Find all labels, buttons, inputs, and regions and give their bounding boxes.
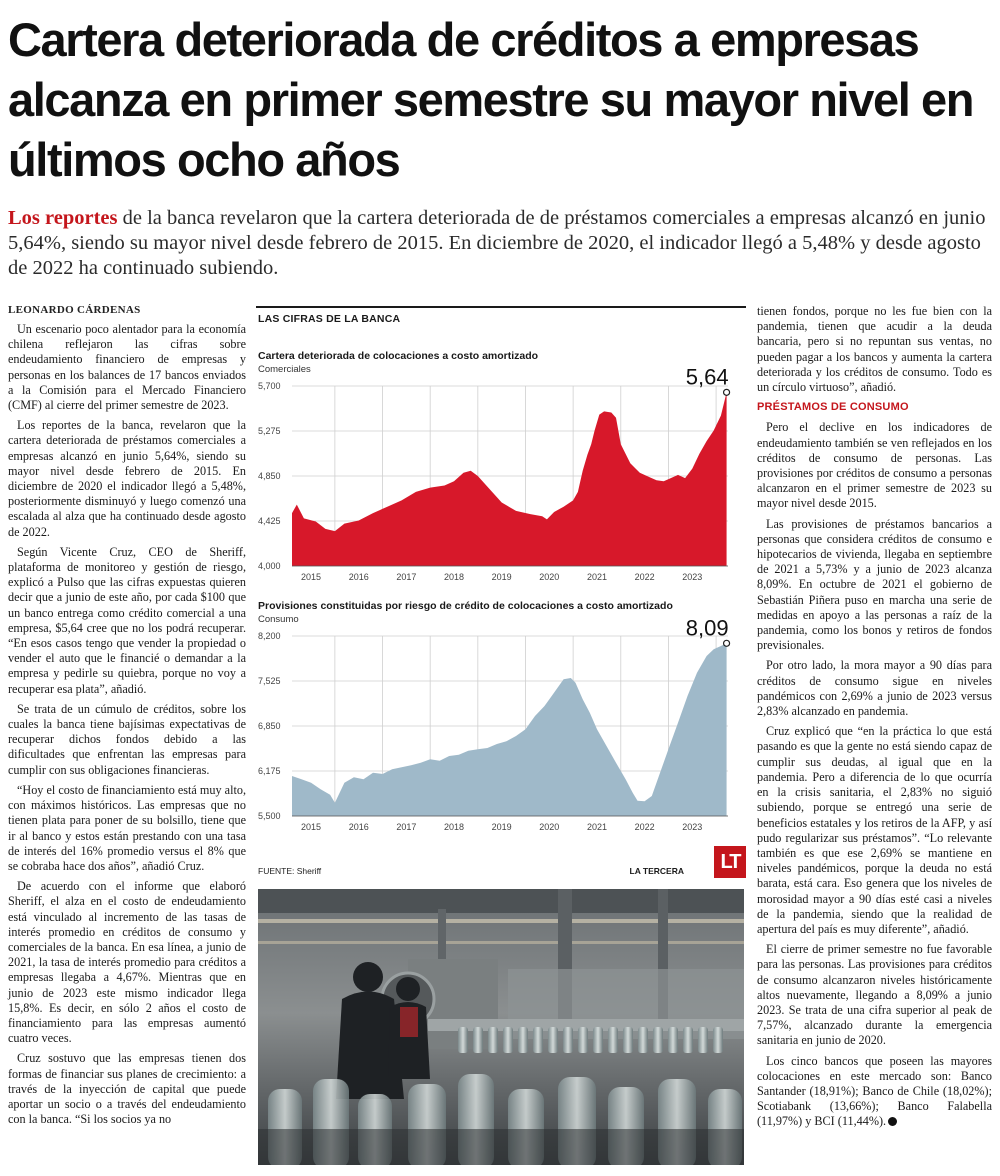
x-tick-label: 2017 — [396, 822, 417, 832]
chart-1-subtitle: Comerciales — [258, 364, 311, 375]
headline: Cartera deteriorada de créditos a empresas alcanza en primer semestre su mayor nivel en últimos ocho años — [8, 13, 974, 186]
x-tick-label: 2022 — [634, 572, 655, 582]
paragraph: El cierre de primer semestre no fue favorable para las personas. Las provisiones para créditos de consumo alcanzaron niveles históricamente altos nuevamente, llegando a 8,09% a junio 2023. Se trata de una cifra superior al peak de 7,57%, alcanzado durante la emergencia sanitaria en junio de 2020. — [757, 942, 992, 1048]
lead-paragraph — [8, 206, 993, 281]
end-value-label: 5,64 — [685, 366, 729, 390]
source-note: FUENTE: Sheriff — [258, 866, 322, 876]
graphic-title: LAS CIFRAS DE LA BANCA — [258, 313, 401, 325]
x-tick-label: 2016 — [348, 572, 369, 582]
section-subhead: PRÉSTAMOS DE CONSUMO — [757, 401, 909, 414]
y-tick-label: 5,275 — [258, 426, 281, 436]
area-series — [292, 392, 727, 566]
x-tick-label: 2018 — [443, 822, 465, 832]
x-tick-label: 2023 — [682, 822, 703, 832]
x-tick-label: 2021 — [586, 822, 607, 832]
y-tick-label: 5,500 — [258, 811, 281, 821]
end-mark-icon — [888, 1117, 897, 1126]
paragraph: Según Vicente Cruz, CEO de Sheriff, plataforma de monitoreo y gestión de riesgo, explicó a Pulso que las cifras expuestas quieren decir que a junio de este año, por cada $100 que un banco entrega como crédito comercial a una empresa, $5,64 cree que no los podrá recuperar. “En esos casos tengo que vender la propiedad o vender el auto que le financié o demandar a la empresa y pedirle su quiebra, porque no voy a recuperar esa plata”, añadió. — [8, 544, 246, 696]
y-tick-label: 6,850 — [258, 721, 281, 731]
end-point-marker — [724, 640, 730, 646]
x-tick-label: 2016 — [348, 822, 369, 832]
y-tick-label: 6,175 — [258, 766, 281, 776]
brand-name: LA TERCERA — [629, 866, 684, 876]
y-tick-label: 5,700 — [258, 381, 281, 391]
paragraph-text: Los cinco bancos que poseen las mayores colocaciones en este mercado son: Banco Santander (18,91%); Banco de Chile (18,02%); Scotiabank (13,66%); Banco Falabella (11,97%) y BCI (11,44%). — [757, 1053, 992, 1129]
x-tick-label: 2019 — [491, 822, 512, 832]
chart-1-title: Cartera deteriorada de colocaciones a costo amortizado — [258, 350, 539, 362]
chart-2-subtitle: Consumo — [258, 614, 299, 625]
x-tick-label: 2022 — [634, 822, 655, 832]
chart-1-commercial — [256, 366, 746, 586]
chart-2-title: Provisiones constituidas por riesgo de crédito de colocaciones a costo amortizado — [258, 600, 673, 612]
x-tick-label: 2015 — [301, 822, 322, 832]
x-tick-label: 2020 — [539, 572, 560, 582]
x-tick-label: 2018 — [443, 572, 465, 582]
paragraph: Un escenario poco alentador para la economía chilena reflejaron las cifras sobre endeudamiento financiero de empresas y personas en los balances de 17 bancos enviados a la Comisión para el Mercado Financiero (CMF) al cierre del primer semestre de 2023. — [8, 322, 246, 413]
x-tick-label: 2017 — [396, 572, 417, 582]
paragraph: tienen fondos, porque no les fue bien con la pandemia, tienen que acudir a la deuda bancaria, pero si no repuntan sus ventas, no pueden pagar a los bancos y aumenta la cartera deteriorada y los créditos de consumo. Todo es un círculo virtuoso”, añadió. — [757, 304, 992, 395]
la-tercera-logo: LT — [714, 846, 746, 878]
factory-photo — [258, 889, 744, 1165]
paragraph: Cruz explicó que “en la práctica lo que está pasando es que la gente no está siendo capaz de cumplir sus deudas, al igual que en la pandemia. Pero a diferencia de lo que ocurría en la crisis sanitaria, el 2,83% no siguió subiendo, porque se entregó una serie de beneficios estatales y los retiros de la AFP, y así pudo regularizar sus préstamos”. “Lo relevante también es que ese 2,69% se mantiene en niveles pandémicos, porque la deuda no está barata, está cara. Eso genera que los niveles de morosidad mayor a 90 días esté casi a niveles de la pandemia, siendo que la realidad de apertura del país es muy diferente”, añadió. — [757, 724, 992, 936]
paragraph: Las provisiones de préstamos bancarios a personas que considera créditos de consumo e hipotecarios de vivienda, llegaba en septiembre de 2021 a 5,73% y a junio de 2023 alcanza 8,09%. En octubre de 2021 el gobierno de Sebastián Piñera puso en marcha una serie de medidas en apoyo a las personas a raíz de la pandemia, como los bonos y retiros de fondos previsionales. — [757, 516, 992, 653]
y-tick-label: 4,000 — [258, 561, 281, 571]
byline: LEONARDO CÁRDENAS — [8, 304, 141, 316]
x-tick-label: 2015 — [301, 572, 322, 582]
article-column-1 — [8, 322, 246, 1132]
paragraph: Se trata de un cúmulo de créditos, sobre los cuales la banca tiene bajísimas expectativas de recuperar dichos fondos debido a las dificultades que enfrentan las empresas para cumplir con sus obligaciones financieras. — [8, 701, 246, 777]
y-tick-label: 8,200 — [258, 631, 281, 641]
y-tick-label: 4,850 — [258, 471, 281, 481]
x-tick-label: 2021 — [586, 572, 607, 582]
factory-photo-illustration — [258, 889, 744, 1165]
paragraph: De acuerdo con el informe que elaboró Sheriff, el alza en el costo de endeudamiento está vinculado al incremento de las tasas de interés promedio en créditos de consumo y comerciales de la banca. En esa línea, a junio de 2021, la tasa de interés promedio para créditos a empresas llegaba a 4,67%. Mientras que en junio de 2023 este mismo indicador llega 15,8%. Es decir, en sólo 2 años el costo de financiamiento para las empresas aumentó cuatro veces. — [8, 879, 246, 1046]
x-tick-label: 2023 — [682, 572, 703, 582]
x-tick-label: 2020 — [539, 822, 560, 832]
paragraph: Pero el declive en los indicadores de endeudamiento también se ven reflejados en los créditos de consumo de personas. Las provisiones por créditos de consumo a personas alcanzaron en el primer semestre de 2023 su mayor nivel desde 2015. — [757, 420, 992, 511]
chart-2-consumer — [256, 616, 746, 836]
article-column-3 — [757, 304, 992, 1135]
x-tick-label: 2019 — [491, 572, 512, 582]
end-point-marker — [724, 389, 730, 395]
graphic-top-rule — [256, 306, 746, 308]
paragraph: Por otro lado, la mora mayor a 90 días para créditos de consumo sigue en niveles pandémicos con 2,69% a junio de 2023 versus 2,83% alcanzado en pandemia. — [757, 658, 992, 719]
end-value-label: 8,09 — [685, 616, 729, 641]
area-series — [292, 643, 727, 816]
paragraph — [757, 1054, 992, 1130]
paragraph: “Hoy el costo de financiamiento está muy alto, con máximos históricos. Las empresas que no tienen plata para poner de su bolsillo, tiene que ir al banco y estos están prestando con una tasa de interés del 16% promedio versus el 8% que se cobraba hace dos años”, añadió Cruz. — [8, 782, 246, 873]
lead-kicker: Los reportes — [8, 207, 118, 229]
y-tick-label: 4,425 — [258, 516, 281, 526]
lead-text: de la banca revelaron que la cartera deteriorada de de préstamos comerciales a empresas alcanzó en junio 5,64%, siendo su mayor nivel desde febrero de 2015. En diciembre de 2020, el indicador llegó a 5,48% y desde agosto de 2022 ha continuado subiendo. — [8, 207, 986, 279]
y-tick-label: 7,525 — [258, 676, 281, 686]
paragraph: Cruz sostuvo que las empresas tienen dos formas de financiar sus planes de crecimiento: a través de la inyección de capital que puede aportar un socio o a través del endeudamiento con la banca. “Si los socios ya no — [8, 1051, 246, 1127]
paragraph: Los reportes de la banca, revelaron que la cartera deteriorada de préstamos comerciales a empresas alcanzó en junio 5,64%, siendo su mayor nivel desde febrero de 2015. En diciembre de 2020 el indicador llegó a 5,48%, posteriormente disminuyó y luego comenzó una escalada al alza que ha continuado desde agosto de 2022. — [8, 418, 246, 539]
